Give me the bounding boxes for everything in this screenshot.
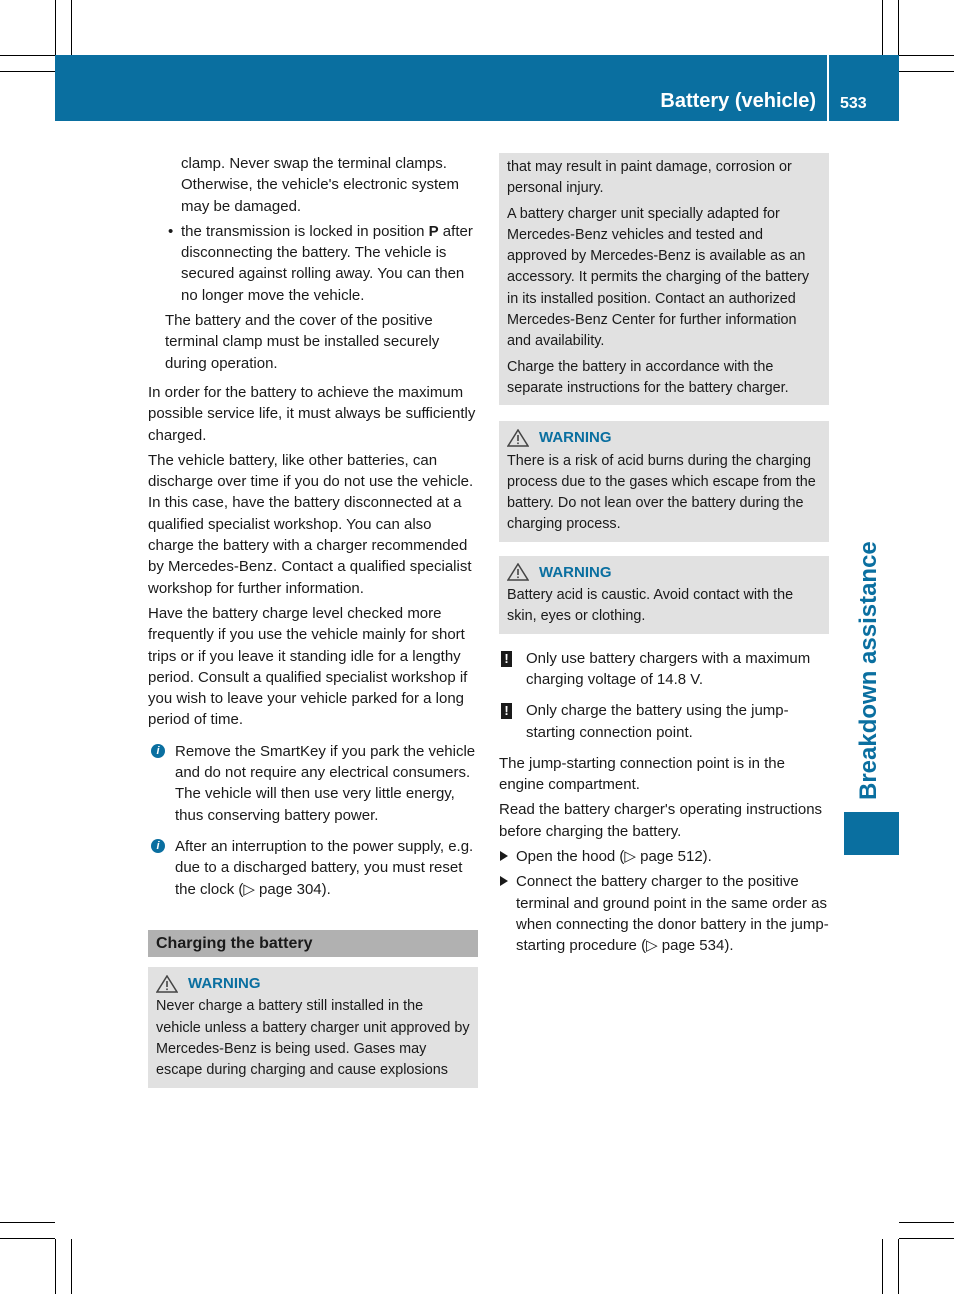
bullet-text-pre: the transmission is locked in position (181, 222, 429, 240)
paragraph: Read the battery charger's operating instructions before charging the battery. (499, 801, 823, 840)
crop-mark (882, 0, 883, 55)
page-header (55, 55, 899, 121)
exclamation-icon: ! (501, 651, 512, 667)
crop-mark (0, 71, 55, 72)
info-note (148, 836, 478, 900)
crop-mark (0, 1238, 55, 1239)
crop-mark (0, 1222, 55, 1223)
paragraph: The vehicle battery, like other batteries, can discharge over time if you do not use the vehicle. In this case, have the battery disconnected at a qualified specialist workshop. You can also charge the battery with a charger recommended by Mercedes-Benz. Contact a qualified specialist workshop for further information. (148, 451, 474, 597)
crop-mark (899, 71, 954, 72)
bullet-text-bold: P (428, 222, 439, 240)
warning-header (507, 562, 821, 583)
warning-text: There is a risk of acid burns during the charging process due to the gases which escape from the battery. Do not lean over the battery during the charging process. (507, 452, 816, 533)
warning-label: WARNING (539, 429, 612, 447)
left-column (148, 153, 478, 1088)
warning-continuation-box (499, 153, 829, 405)
paragraph: The jump-starting connection point is in the engine compartment. (499, 754, 785, 794)
page-number: 533 (840, 95, 867, 112)
info-note (148, 741, 478, 826)
warning-header (507, 427, 821, 448)
warning-label: WARNING (188, 975, 261, 993)
step-arrow-icon (500, 876, 508, 886)
step-item (499, 871, 829, 956)
warning-triangle-icon (507, 563, 529, 581)
info-text: After an interruption to the power supply, e.g. due to a discharged battery, you must reset the clock (▷ page 304). (175, 837, 474, 898)
box-paragraph: that may result in paint damage, corrosion or personal injury. (507, 159, 792, 197)
info-text: Remove the SmartKey if you park the vehicle and do not require any electrical consumers. The vehicle will then use very little energy, thus conserving battery power. (175, 742, 476, 824)
crop-mark (899, 1222, 954, 1223)
info-icon: i (151, 744, 165, 758)
warning-label: WARNING (539, 563, 612, 581)
crop-mark (899, 55, 954, 56)
step-text: Open the hood (▷ page 512). (516, 848, 712, 866)
note-text: Only charge the battery using the jump-starting connection point. (526, 702, 789, 741)
step-item (499, 846, 829, 867)
crop-mark (899, 1238, 954, 1239)
section-tab-marker (844, 812, 899, 855)
note-text: Only use battery chargers with a maximum charging voltage of 14.8 V. (526, 649, 811, 688)
bullet-text-post: after disconnecting the battery. The vehicle is secured against rolling away. You can then no longer move the vehicle. (181, 222, 473, 304)
step-text: Connect the battery charger to the positive terminal and ground point in the same order as when connecting the donor battery in the jump-starting procedure (▷ page 534). (516, 873, 829, 955)
continued-bullet-text: clamp. Never swap the terminal clamps. Otherwise, the vehicle's electronic system may be damaged. (181, 155, 459, 215)
caution-note (499, 700, 829, 743)
step-arrow-icon (500, 851, 508, 861)
bullet-dot: • (168, 222, 174, 240)
crop-mark (71, 0, 72, 55)
warning-box (148, 967, 478, 1087)
header-divider (827, 55, 829, 121)
crop-mark (898, 1239, 899, 1294)
cover-note: The battery and the cover of the positive terminal clamp must be installed securely during operation. (165, 312, 440, 372)
exclamation-icon: ! (501, 703, 512, 719)
right-column (499, 153, 829, 961)
box-paragraph: A battery charger unit specially adapted for Mercedes-Benz vehicles and tested and approved by Mercedes-Benz is available as an accessory. It permits the charging of the battery in its installed position. Contact an authorized Mercedes-Benz Center for further information and availability. (507, 205, 810, 350)
crop-mark (898, 0, 899, 55)
crop-mark (71, 1239, 72, 1294)
crop-mark (55, 0, 56, 55)
warning-header (156, 973, 470, 994)
warning-triangle-icon (156, 975, 178, 993)
crop-mark (0, 55, 55, 56)
paragraph: In order for the battery to achieve the maximum possible service life, it must always be sufficiently charged. (148, 383, 476, 444)
crop-mark (882, 1239, 883, 1294)
section-heading: Charging the battery (148, 930, 478, 957)
caution-note (499, 648, 829, 691)
warning-box (499, 556, 829, 634)
crop-mark (55, 1239, 56, 1294)
box-paragraph: Charge the battery in accordance with the separate instructions for the battery charger. (507, 358, 789, 396)
warning-text: Never charge a battery still installed in the vehicle unless a battery charger unit approved by Mercedes-Benz is being used. Gases may escape during charging and cause explosions (156, 998, 470, 1079)
warning-text: Battery acid is caustic. Avoid contact with the skin, eyes or clothing. (507, 587, 794, 625)
warning-triangle-icon (507, 429, 529, 447)
list-item (148, 221, 478, 306)
page-title: Battery (vehicle) (660, 90, 816, 112)
warning-box (499, 421, 829, 541)
paragraph: Have the battery charge level checked more frequently if you use the vehicle mainly for short trips or if you leave it standing idle for a lengthy period. Consult a qualified specialist workshop if you wish to leave your vehicle parked for a long period of time. (148, 604, 468, 729)
section-tab-label: Breakdown assistance (855, 541, 882, 800)
info-icon: i (151, 839, 165, 853)
